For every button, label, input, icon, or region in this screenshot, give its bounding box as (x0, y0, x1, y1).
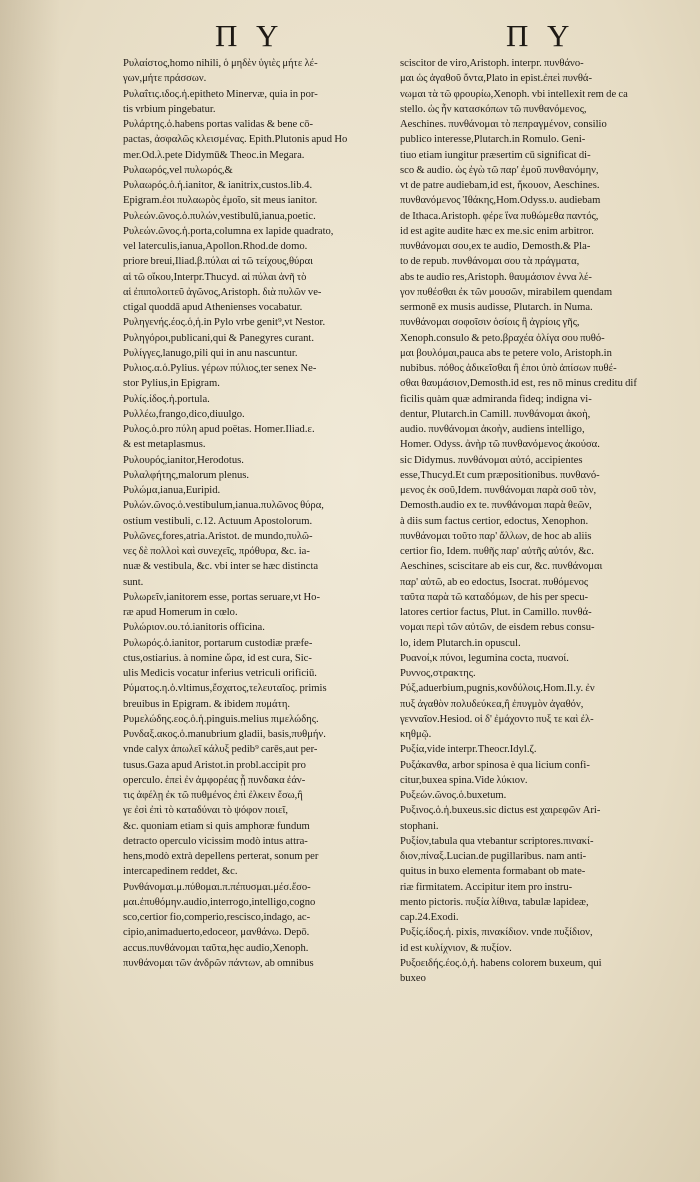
text-line: γενναῖον.Hesiod. οἱ δ' ἐμάχοντο πυξ τε καὶ ἐλ- (400, 713, 594, 725)
text-line: γε ἐσὶ ἐπὶ τὸ καταδύναι τὸ ψόφον ποιεῖ, (123, 805, 289, 817)
text-line: πυξ ἀγαθὸν πολυδεύκεα,ἢ ἐπυγμὸν ἀγαθόν, (400, 698, 584, 710)
text-line: σθαι θαυμάσιον,Demosth.id est, res nō minus creditu dif (400, 378, 637, 390)
text-line: Aeschines, sciscitare ab eis cur, &c. πυνθάνομαι (400, 561, 603, 573)
text-line: μαι.ἐπυθόμην.audio,interrogo,intelligo,cogno (123, 896, 316, 908)
text-line: id est κυλίχνιον, & πυξίον. (400, 942, 512, 954)
text-line: sic Didymus. πυνθάνομαι αὐτό, accipientes (400, 454, 583, 466)
text-line: ctigal quoddā apud Athenienses vocabatur. (123, 302, 303, 313)
text-line: citur,buxea spina.Vide λύκιον. (400, 774, 528, 786)
text-line: sciscitor de viro,Aristoph. interpr. πυνθάνο- (400, 58, 584, 69)
text-line: Ρυληγόροι,publicani,qui & Panegyres curant. (123, 332, 315, 344)
text-line: Xenoph.consulo & peto.βραχέα ὀλίγα σου πυθό- (400, 332, 605, 344)
text-line: αἱ ἐπιπολοιτεῦ ἀγῶνος,Aristoph. διὰ πυλῶν ve- (123, 286, 322, 298)
text-line: Ρυλωρός.ὁ.ianitor, portarum custodiæ præfe- (123, 637, 313, 649)
text-line: riæ firmitatem. Accipitur item pro instru- (400, 881, 573, 893)
text-line: Demosth.audio ex te. πυνθάνομαι παρὰ θεῶν, (400, 500, 592, 512)
text-line: ostium vestibuli, c.12. Actuum Apostolorum. (123, 515, 313, 527)
text-line: μενος ἐκ σοῦ,Idem. πυνθάνομαι παρὰ σοῦ τὸν, (400, 485, 597, 496)
text-line: πυνθάνομαι τῶν ἀνδρῶν πάντων, ab omnibus (123, 957, 314, 969)
text-line: Ρυλαλφήτης,malorum plenus. (123, 469, 250, 481)
text-line: Ρυνθάνομαι.μ.πύθομαι.π.πέπυσμαι.μέσ.ἔσο- (123, 881, 311, 893)
text-line: Ρυλίς.ίδος.ἡ.portula. (123, 393, 210, 405)
text-line: Ρυλιος.α.ὁ.Pylius. γέρων πύλιος,ter senex Ne- (123, 363, 317, 374)
text-line: cap.24.Exodi. (400, 912, 459, 923)
text-line: tusus.Gaza apud Aristot.in probl.accipit pro (123, 759, 306, 771)
text-line: Ρυλώμα,ianua,Euripid. (123, 485, 221, 496)
running-head-right: Π Υ (506, 18, 576, 53)
text-line: stophani. (400, 820, 439, 832)
text-line: tiuo etiam iungitur præsertim cū significat di- (400, 149, 591, 161)
text-line: breuibus in Epigram. & ibidem πυμάτη. (123, 698, 291, 710)
text-line: buxeo (400, 973, 426, 984)
text-line: sermonē ex musis audisse, Plutarch. in Numa. (400, 302, 593, 313)
text-line: &c. quoniam etiam si quis amphoræ fundum (123, 820, 310, 832)
right-column (400, 56, 668, 986)
text-line: dentur, Plutarch.in Camill. πυνθάνομαι ἀκοὴ, (400, 408, 591, 420)
text-line: nuæ & vestibula, &c. vbi inter se hæc distincta (123, 561, 319, 573)
text-line: Ρυλαωρός.ὁ.ἡ.ianitor, & ianitrix,custos.lib.4. (123, 180, 313, 191)
text-line: Ρυξίον,tabula qua vtebantur scriptores.πινακί- (400, 835, 594, 847)
text-line: detracto operculo vicissim modò intus attra- (123, 835, 308, 847)
text-line: vnde calyx ἀπωλεῖ κάλυξ pedib⁹ carēs,aut per- (123, 744, 318, 756)
text-line: νωμαι τὰ τῶ φρουρίω,Xenoph. vbi intellexit rem de ca (400, 88, 628, 100)
text-line: id est agite audite hæc ex me.sic enim arbitror. (400, 225, 594, 237)
text-line: γων,μήτε πράσσων. (123, 73, 207, 85)
text-line: operculo. ἐπεὶ ἐν ἀμφορέας ᾗ πυνδακα ἐάν- (123, 774, 306, 786)
text-line: Ρυανοί,κ πύνοι, legumina cocta, πυανοί. (400, 652, 569, 664)
text-line: & est metaplasmus. (123, 439, 206, 451)
text-line: Ρυξάκανθα, arbor spinosa è qua licium confi- (400, 759, 590, 771)
text-line: mento pictoris. πυξία λίθινα, tabulæ lapideæ, (400, 896, 589, 908)
text-line: μαι ὡς ἀγαθοῦ ὄντα,Plato in epist.ἐπεὶ πυνθά- (400, 73, 592, 85)
text-line: stor Pylius,in Epigram. (123, 378, 220, 390)
text-line: ræ apud Homerum in cœlo. (123, 607, 238, 618)
text-line: Ρυλος.ὁ.pro πύλη apud poëtas. Homer.Iliad.ε. (123, 424, 315, 435)
text-line: vel laterculis,ianua,Apollon.Rhod.de domo. (123, 241, 308, 252)
text-line: ctus,ostiarius. à nomine ὤρα, id est cura, Sic- (123, 652, 312, 664)
text-line: πυνθανόμενος Ἰθάκης,Hom.Odyss.υ. audiebam (400, 195, 601, 207)
text-line: Ρυνδαξ.ακος.ὁ.manubrium gladii, basis,πυθμήν. (123, 729, 326, 740)
text-line: Ρυλουρός,ianitor,Herodotus. (123, 454, 244, 466)
text-line: lo, idem Plutarch.in opuscul. (400, 637, 521, 649)
text-line: hens,modò extrà depellens perterat, sonum per (123, 851, 319, 862)
text-line: nubibus. πόθος ἀδικεῖσθαι ἢ ἐποι ὑπὸ ἀπίσων πυθέ- (400, 363, 617, 374)
text-line: publico interesse,Plutarch.in Romulo. Geni- (400, 134, 586, 146)
text-line: Ρυλαωρός,vel πυλωρός,& (123, 164, 233, 176)
text-line: νες δὲ πολλοὶ καὶ συνεχεῖς, πρόθυρα, &c. ia- (123, 546, 310, 557)
text-line: abs te audio res,Aristoph. θαυμάσιον ἐννα λέ- (400, 271, 592, 283)
text-line: Ρυξινος.ὁ.ἡ.buxeus.sic dictus est χαιρεφῶν Ari- (400, 805, 601, 817)
text-line: audio. πυνθάνομαι ἀκοὴν, audiens intelligo, (400, 424, 585, 435)
text-line: tis vrbium pingebatur. (123, 103, 216, 115)
text-line: μαι βουλόμαι,pauca abs te petere volo, Aristoph.in (400, 347, 612, 359)
text-line: Ρύξ,aduerbium,pugnis,κονδύλοις.Hom.Il.y. ἐν (400, 683, 595, 695)
text-line: intercapedinem reddet, &c. (123, 866, 238, 878)
text-line: Homer. Odyss. ἀνὴρ τῶ πυνθανόμενος ἀκούσα. (400, 439, 600, 451)
text-line: ulis Medicis vocatur inferius vetriculi orificiū. (123, 668, 317, 679)
text-line: stello. ὡς ἦν κατασκόπων τῶ πυνθανόμενος, (400, 103, 587, 115)
text-line: Ρυλεών.ῶνος.ὁ.πυλών,vestibulū,ianua,poetic. (123, 210, 316, 222)
text-line: de Ithaca.Aristoph. φέρε ἵνα πυθώμεθα παντός, (400, 210, 599, 222)
text-line: νομαι περὶ τῶν αὐτῶν, de eisdem rebus consu- (400, 622, 595, 634)
text-line: ταῦτα παρὰ τῶ καταδόμων, de his per specu- (400, 591, 589, 603)
text-line: quitus in buxo elementa formabant ob mate- (400, 866, 586, 878)
text-line: Ρυξεών.ῶνος.ὁ.buxetum. (400, 790, 507, 801)
text-line: certior fio, Idem. πυθῆς παρ' αὐτῆς αὐτόν, &c. (400, 546, 594, 557)
text-line: Ρυλαίστος,homo nihili, ὁ μηδὲν ὑγιὲς μήτε λέ- (123, 58, 318, 69)
text-line: διον,πίναξ.Lucian.de pugillaribus. nam anti- (400, 851, 587, 862)
text-line: accus.πυνθάνομαι ταῦτα,hęc audio,Xenoph. (123, 942, 309, 954)
text-line: ficilis quàm quæ admiranda fideq; indigna vi- (400, 393, 592, 405)
text-line: Ρυληγενής.έος.ὁ,ἡ.in Pylo vrbe genit⁹,vt Nestor. (123, 317, 326, 329)
text-line: à diis sum factus certior, edoctus, Xenophon. (400, 515, 589, 527)
running-head-left: Π Υ (215, 18, 285, 53)
text-line: Ρυλίγγες,lanugo,pili qui in anu nascuntur. (123, 347, 298, 359)
text-line: to de repub. πυνθάνομαι σου τὰ πράγματα, (400, 256, 580, 268)
text-line: Ρυξίς.ίδος.ἡ. pixis, πινακίδιον. vnde πυξίδιον, (400, 927, 593, 939)
text-line: πυνθάνομαι τοῦτο παρ' ἄλλων, de hoc ab aliis (400, 530, 592, 542)
text-line: Ρυλάρτης.ὁ.habens portas validas & bene cō- (123, 119, 314, 130)
text-line: pactas, ἀσφαλῶς κλεισμένας. Epith.Plutonis apud Ho (123, 134, 348, 146)
left-column (123, 56, 385, 971)
text-line: παρ' αὐτῶ, ab eo edoctus, Isocrat. πυθόμενος (400, 576, 589, 588)
text-line: vt de patre audiebam,id est, ἤκουον, Aeschines. (400, 180, 600, 191)
text-line: Ρυλεών.ῶνος.ἡ.porta,columna ex lapide quadrato, (123, 225, 334, 237)
text-line: Ρυλαΐτις.ιδος.ἡ.epitheto Minervæ, quia in por- (123, 88, 318, 100)
text-line: Ρυξία,vide interpr.Theocr.Idyl.ζ. (400, 744, 537, 756)
text-line: Ρυλωρεῖν,ianitorem esse, portas seruare,vt Ho- (123, 591, 320, 603)
text-line: αἱ τῶ οἴκου,Interpr.Thucyd. αἱ πύλαι ἀνῆ τὸ (123, 271, 307, 283)
text-line: latores certior factus, Plut. in Camillo. πυνθά- (400, 607, 592, 618)
text-line: τις ἀφέλῃ ἐκ τῶ πυθμένος ἐπὶ ἐλκειν ἔσω,ἢ (123, 790, 303, 801)
text-line: Ρυλῶνες,fores,atria.Aristot. de mundo,πυλῶ- (123, 530, 313, 542)
text-line: πυνθάνομαι σοφοῖσιν ὁσίοις ἢ ἀγρίοις γῆς, (400, 317, 580, 329)
text-line: esse,Thucyd.Et cum præpositionibus. πυνθανό- (400, 469, 600, 481)
text-line: Ρύματος.η.ὁ.vltimus,ἔσχατος,τελευταῖος. primis (123, 683, 327, 695)
text-line: cipio,animaduerto,edoceor, μανθάνω. Depō. (123, 927, 310, 939)
text-line: Epigram.ἐοι πυλαωρὸς ἐμοῖο, sit meus ianitor. (123, 195, 318, 207)
text-line: sco & audio. ὡς ἐγὼ τῶ παρ' ἐμοῦ πυνθανόμην, (400, 164, 599, 176)
text-line: Ρυλών.ῶνος.ὁ.vestibulum,ianua.πυλῶνος θύρα, (123, 500, 324, 512)
text-line: Aeschines. πυνθάνομαι τὸ πεπραγμένον, consilio (400, 119, 607, 130)
text-line: Ρυξοειδής.έος.ὁ,ἡ. habens colorem buxeum, qui (400, 957, 602, 969)
text-line: mer.Od.λ.pete Didymū& Theoc.in Megara. (123, 149, 305, 161)
text-line: Ρυμελώδης.εος.ὁ.ἡ.pinguis.melius πιμελώδης. (123, 713, 319, 725)
text-line: Ρυλλέω,frango,dico,diuulgo. (123, 408, 245, 420)
text-line: sunt. (123, 576, 144, 588)
page-edge-shadow (0, 0, 60, 1182)
text-line: γον πυθέσθαι ἐκ τῶν μουσῶν, mirabilem quendam (400, 286, 613, 298)
text-line: sco,certior fio,comperio,rescisco,indago, ac- (123, 912, 311, 923)
text-line: priore breui,Iliad.β.πύλαι αἱ τῶ τείχους,θύραι (123, 256, 313, 268)
text-line: Ρυννος,στρακτης. (400, 668, 476, 679)
text-line: Ρυλώριον.ου.τό.ianitoris officina. (123, 622, 265, 634)
text-line: πυνθάνομαι σου,ex te audio, Demosth.& Pla- (400, 241, 591, 252)
text-line: κηθμῷ. (400, 729, 432, 740)
